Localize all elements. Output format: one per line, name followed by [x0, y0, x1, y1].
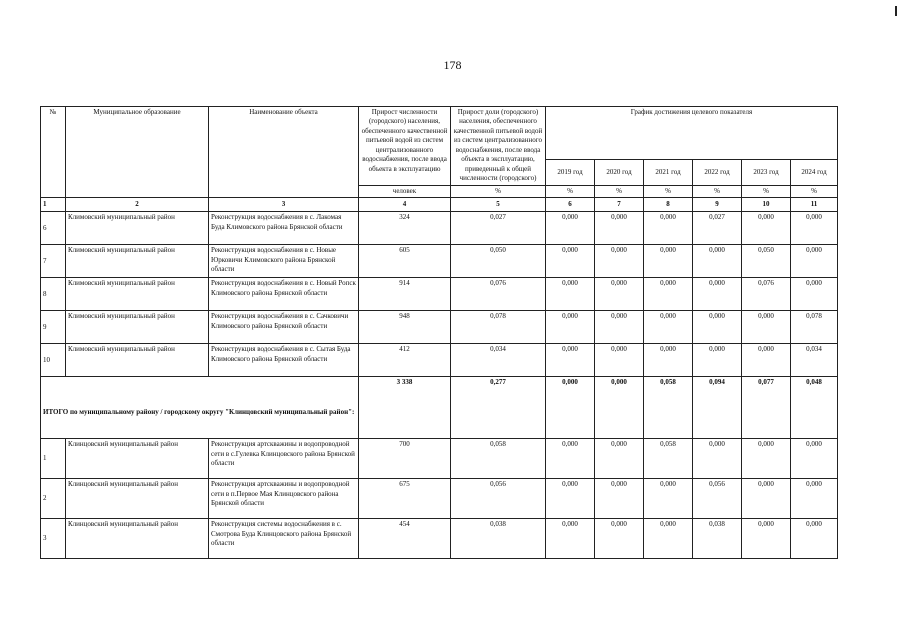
total-row: [41, 377, 838, 439]
target-indicator-table: [40, 106, 838, 559]
year-value-cell: 0,027: [693, 212, 742, 245]
year-value-cell: 0,000: [693, 278, 742, 311]
table-row: [41, 278, 838, 311]
object-cell: Реконструкция водоснабжения в с. Сытая Буда Климовского района Брянской области: [209, 344, 359, 377]
table-row: [41, 439, 838, 479]
total-share: 0,277: [451, 377, 546, 439]
header-year-2020: 2020 год: [595, 160, 644, 186]
year-value-cell: 0,000: [546, 479, 595, 519]
column-number: 5: [451, 197, 546, 211]
header-row-top: [41, 107, 838, 160]
year-value-cell: 0,000: [742, 311, 791, 344]
municipality-cell: Климовский муниципальный район: [66, 212, 209, 245]
unit-pct-2019: %: [546, 185, 595, 197]
total-year-value: 0,000: [595, 377, 644, 439]
year-value-cell: 0,000: [595, 278, 644, 311]
share-cell: 0,078: [451, 311, 546, 344]
object-cell: Реконструкция водоснабжения в с. Новый Ропск Климовского района Брянской области: [209, 278, 359, 311]
year-value-cell: 0,000: [546, 245, 595, 278]
share-cell: 0,050: [451, 245, 546, 278]
row-number: 3: [41, 519, 66, 559]
year-value-cell: 0,038: [693, 519, 742, 559]
year-value-cell: 0,000: [595, 245, 644, 278]
share-cell: 0,076: [451, 278, 546, 311]
people-cell: 412: [359, 344, 451, 377]
unit-share-pct: %: [451, 185, 546, 197]
total-label: ИТОГО по муниципальному району / городскому округу "Клинцовский муниципальный район":: [41, 377, 359, 439]
column-number: 7: [595, 197, 644, 211]
year-value-cell: 0,000: [595, 439, 644, 479]
year-value-cell: 0,000: [595, 519, 644, 559]
header-year-2021: 2021 год: [644, 160, 693, 186]
page-number: 178: [443, 58, 462, 72]
people-cell: 324: [359, 212, 451, 245]
table-row: [41, 311, 838, 344]
year-value-cell: 0,000: [742, 344, 791, 377]
row-number: 9: [41, 311, 66, 344]
table-row: [41, 479, 838, 519]
header-municipality: Муниципальное образование: [66, 107, 209, 198]
total-year-value: 0,077: [742, 377, 791, 439]
unit-pct-2020: %: [595, 185, 644, 197]
year-value-cell: 0,000: [546, 344, 595, 377]
row-number: 2: [41, 479, 66, 519]
year-value-cell: 0,000: [693, 439, 742, 479]
year-value-cell: 0,000: [791, 479, 838, 519]
object-cell: Реконструкция водоснабжения в с. Лакомая Буда Климовского района Брянской области: [209, 212, 359, 245]
total-year-value: 0,048: [791, 377, 838, 439]
column-number: 8: [644, 197, 693, 211]
total-year-value: 0,000: [546, 377, 595, 439]
people-cell: 700: [359, 439, 451, 479]
year-value-cell: 0,000: [595, 212, 644, 245]
year-value-cell: 0,000: [791, 245, 838, 278]
year-value-cell: 0,058: [644, 439, 693, 479]
column-number: 9: [693, 197, 742, 211]
share-cell: 0,058: [451, 439, 546, 479]
year-value-cell: 0,000: [742, 479, 791, 519]
column-number: 6: [546, 197, 595, 211]
unit-pct-2022: %: [693, 185, 742, 197]
total-people: 3 338: [359, 377, 451, 439]
unit-pct-2023: %: [742, 185, 791, 197]
total-year-value: 0,058: [644, 377, 693, 439]
year-value-cell: 0,000: [595, 311, 644, 344]
year-value-cell: 0,000: [546, 519, 595, 559]
scan-corner-mark: [895, 6, 897, 16]
column-number: 10: [742, 197, 791, 211]
header-year-2022: 2022 год: [693, 160, 742, 186]
municipality-cell: Клинцовский муниципальный район: [66, 519, 209, 559]
year-value-cell: 0,000: [644, 245, 693, 278]
year-value-cell: 0,056: [693, 479, 742, 519]
header-pop-growth: Прирост численности (городского) населения, обеспеченного качественной питьевой водой из систем централизованного водоснабжения, после ввода объекта в эксплуатацию: [359, 107, 451, 186]
unit-pct-2021: %: [644, 185, 693, 197]
year-value-cell: 0,000: [693, 311, 742, 344]
municipality-cell: Клинцовский муниципальный район: [66, 479, 209, 519]
people-cell: 675: [359, 479, 451, 519]
header-year-2024: 2024 год: [791, 160, 838, 186]
year-value-cell: 0,000: [791, 212, 838, 245]
table-row: [41, 212, 838, 245]
column-number: 2: [66, 197, 209, 211]
year-value-cell: 0,000: [644, 278, 693, 311]
column-number: 1: [41, 197, 66, 211]
municipality-cell: Климовский муниципальный район: [66, 278, 209, 311]
municipality-cell: Клинцовский муниципальный район: [66, 439, 209, 479]
municipality-cell: Климовский муниципальный район: [66, 245, 209, 278]
people-cell: 454: [359, 519, 451, 559]
year-value-cell: 0,000: [644, 212, 693, 245]
year-value-cell: 0,000: [595, 479, 644, 519]
row-number: 10: [41, 344, 66, 377]
year-value-cell: 0,000: [644, 479, 693, 519]
column-number: 4: [359, 197, 451, 211]
object-cell: Реконструкция водоснабжения в с. Сачковичи Климовского района Брянской области: [209, 311, 359, 344]
year-value-cell: 0,076: [742, 278, 791, 311]
year-value-cell: 0,000: [546, 439, 595, 479]
year-value-cell: 0,078: [791, 311, 838, 344]
table-row: [41, 344, 838, 377]
column-number-row: [41, 197, 838, 211]
table-row: [41, 245, 838, 278]
people-cell: 948: [359, 311, 451, 344]
year-value-cell: 0,000: [595, 344, 644, 377]
year-value-cell: 0,000: [791, 519, 838, 559]
object-cell: Реконструкция артскважины и водопроводной сети в с.Гулевка Клинцовского района Брянской области: [209, 439, 359, 479]
year-value-cell: 0,000: [546, 212, 595, 245]
year-value-cell: 0,000: [644, 519, 693, 559]
year-value-cell: 0,000: [742, 212, 791, 245]
year-value-cell: 0,000: [644, 344, 693, 377]
year-value-cell: 0,034: [791, 344, 838, 377]
row-number: 7: [41, 245, 66, 278]
people-cell: 914: [359, 278, 451, 311]
year-value-cell: 0,000: [791, 439, 838, 479]
year-value-cell: 0,000: [693, 344, 742, 377]
header-share-growth: Прирост доли (городского) населения, обеспеченного качественной питьевой водой из систем централизованного водоснабжения, после ввода объекта в эксплуатацию, приведенный к общей численности (городского): [451, 107, 546, 186]
object-cell: Реконструкция системы водоснабжения в с. Смотрова Буда Клинцовского района Брянской области: [209, 519, 359, 559]
column-number: 11: [791, 197, 838, 211]
unit-pct-2024: %: [791, 185, 838, 197]
share-cell: 0,027: [451, 212, 546, 245]
row-number: 6: [41, 212, 66, 245]
share-cell: 0,034: [451, 344, 546, 377]
year-value-cell: 0,000: [546, 311, 595, 344]
header-year-2019: 2019 год: [546, 160, 595, 186]
row-number: 1: [41, 439, 66, 479]
people-cell: 605: [359, 245, 451, 278]
year-value-cell: 0,050: [742, 245, 791, 278]
header-no: №: [41, 107, 66, 198]
year-value-cell: 0,000: [644, 311, 693, 344]
table-row: [41, 519, 838, 559]
share-cell: 0,056: [451, 479, 546, 519]
unit-people: человек: [359, 185, 451, 197]
year-value-cell: 0,000: [742, 519, 791, 559]
object-cell: Реконструкция артскважины и водопроводной сети в п.Первое Мая Клинцовского района Брянской области: [209, 479, 359, 519]
share-cell: 0,038: [451, 519, 546, 559]
object-cell: Реконструкция водоснабжения в с. Новые Юрковичи Климовского района Брянской области: [209, 245, 359, 278]
year-value-cell: 0,000: [742, 439, 791, 479]
year-value-cell: 0,000: [546, 278, 595, 311]
year-value-cell: 0,000: [693, 245, 742, 278]
header-object: Наименование объекта: [209, 107, 359, 198]
year-value-cell: 0,000: [791, 278, 838, 311]
header-year-2023: 2023 год: [742, 160, 791, 186]
column-number: 3: [209, 197, 359, 211]
total-year-value: 0,094: [693, 377, 742, 439]
municipality-cell: Климовский муниципальный район: [66, 311, 209, 344]
municipality-cell: Климовский муниципальный район: [66, 344, 209, 377]
header-schedule: График достижения целевого показателя: [546, 107, 838, 160]
row-number: 8: [41, 278, 66, 311]
